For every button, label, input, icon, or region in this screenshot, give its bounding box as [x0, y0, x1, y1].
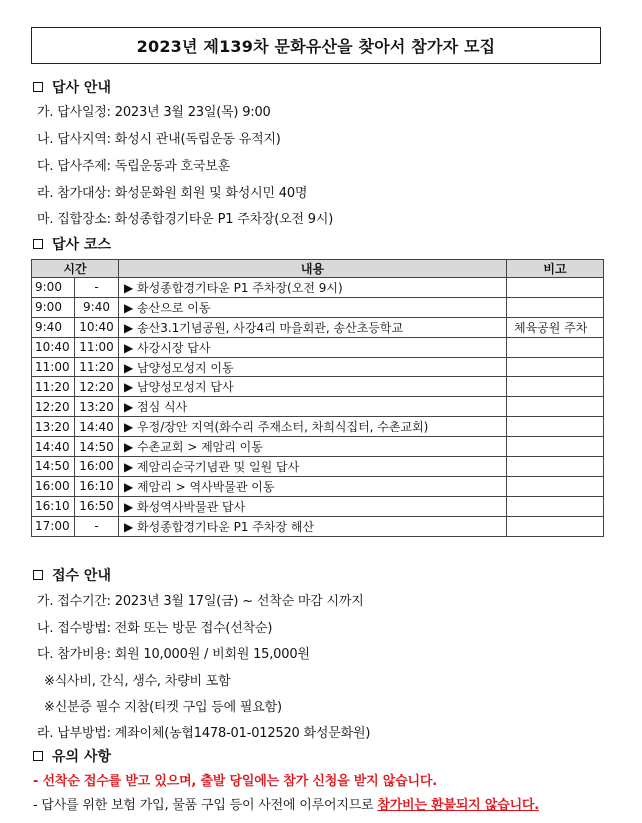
end-time-cell: 14:40	[75, 417, 119, 437]
registration-id-required: ※신분증 필수 지참(티켓 구입 등에 필요함)	[44, 700, 282, 715]
note-cell	[507, 496, 604, 516]
section-heading-label: 답사 안내	[52, 80, 111, 96]
content-cell: ▶ 사강시장 답사	[119, 337, 507, 357]
notice-no-refund-emphasis: 참가비는 환불되지 않습니다.	[377, 798, 540, 813]
start-time-cell: 10:40	[32, 337, 75, 357]
guide-schedule: 가. 답사일정: 2023년 3월 23일(목) 9:00	[37, 105, 271, 120]
note-cell	[507, 437, 604, 457]
table-row	[32, 377, 604, 397]
content-cell: ▶ 우정/장안 지역(화수리 주재소터, 차희식집터, 수촌교회)	[119, 417, 507, 437]
registration-method: 나. 접수방법: 전화 또는 방문 접수(선착순)	[37, 621, 273, 636]
end-time-cell: 16:10	[75, 476, 119, 496]
start-time-cell: 12:20	[32, 397, 75, 417]
registration-period: 가. 접수기간: 2023년 3월 17일(금) ~ 선착순 마감 시까지	[37, 594, 364, 609]
guide-region: 나. 답사지역: 화성시 관내(독립운동 유적지)	[37, 132, 281, 147]
content-cell: ▶ 제암리순국기념관 및 일원 답사	[119, 457, 507, 477]
registration-payment: 라. 납부방법: 계좌이체(농협1478-01-012520 화성문화원)	[37, 726, 371, 741]
table-row	[32, 476, 604, 496]
table-row	[32, 457, 604, 477]
note-cell	[507, 516, 604, 536]
section-heading-notes	[33, 746, 111, 766]
note-cell	[507, 457, 604, 477]
table-row	[32, 516, 604, 536]
registration-fee-includes: ※식사비, 간식, 생수, 차량비 포함	[44, 674, 231, 689]
table-row	[32, 496, 604, 516]
course-schedule-table	[31, 259, 604, 537]
notice-no-refund	[33, 794, 539, 813]
section-heading-label: 유의 사항	[52, 749, 111, 765]
end-time-cell: 16:50	[75, 496, 119, 516]
note-cell	[507, 397, 604, 417]
end-time-cell: 9:40	[75, 297, 119, 317]
end-time-cell: 11:00	[75, 337, 119, 357]
content-cell: ▶ 남양성모성지 답사	[119, 377, 507, 397]
note-cell	[507, 417, 604, 437]
guide-theme: 다. 답사주제: 독립운동과 호국보훈	[37, 159, 230, 174]
end-time-cell: 16:00	[75, 457, 119, 477]
checkbox-square-icon	[33, 239, 43, 249]
section-heading-label: 접수 안내	[52, 568, 111, 584]
start-time-cell: 16:10	[32, 496, 75, 516]
content-cell: ▶ 점심 식사	[119, 397, 507, 417]
content-cell: ▶ 화성종합경기타운 P1 주차장(오전 9시)	[119, 278, 507, 298]
notice-no-refund-text: - 답사를 위한 보험 가입, 물품 구입 등이 사전에 이루어지므로	[33, 798, 378, 813]
table-row	[32, 297, 604, 317]
checkbox-square-icon	[33, 751, 43, 761]
note-cell	[507, 337, 604, 357]
table-row	[32, 397, 604, 417]
table-row	[32, 337, 604, 357]
start-time-cell: 14:50	[32, 457, 75, 477]
content-cell: ▶ 화성종합경기타운 P1 주차장 해산	[119, 516, 507, 536]
start-time-cell: 11:00	[32, 357, 75, 377]
section-heading-registration	[33, 565, 111, 585]
end-time-cell: 13:20	[75, 397, 119, 417]
content-cell: ▶ 남양성모성지 이동	[119, 357, 507, 377]
end-time-cell: 14:50	[75, 437, 119, 457]
column-header-note: 비고	[507, 260, 604, 278]
end-time-cell: 12:20	[75, 377, 119, 397]
note-cell: 체육공원 주차	[507, 317, 604, 337]
column-header-time: 시간	[32, 260, 119, 278]
start-time-cell: 14:40	[32, 437, 75, 457]
page-title: 2023년 제139차 문화유산을 찾아서 참가자 모집	[31, 27, 601, 64]
table-header-row	[32, 260, 604, 278]
end-time-cell: -	[75, 516, 119, 536]
start-time-cell: 16:00	[32, 476, 75, 496]
checkbox-square-icon	[33, 570, 43, 580]
start-time-cell: 11:20	[32, 377, 75, 397]
content-cell: ▶ 송산3.1기념공원, 사강4리 마을회관, 송산초등학교	[119, 317, 507, 337]
checkbox-square-icon	[33, 82, 43, 92]
table-row	[32, 278, 604, 298]
end-time-cell: 11:20	[75, 357, 119, 377]
content-cell: ▶ 송산으로 이동	[119, 297, 507, 317]
start-time-cell: 9:00	[32, 297, 75, 317]
start-time-cell: 13:20	[32, 417, 75, 437]
content-cell: ▶ 제암리 > 역사박물관 이동	[119, 476, 507, 496]
end-time-cell: 10:40	[75, 317, 119, 337]
section-heading-course	[33, 234, 111, 254]
notice-no-same-day: - 선착순 접수를 받고 있으며, 출발 당일에는 참가 신청을 받지 않습니다.	[33, 774, 437, 789]
table-row	[32, 417, 604, 437]
note-cell	[507, 297, 604, 317]
section-heading-label: 답사 코스	[52, 237, 111, 253]
note-cell	[507, 476, 604, 496]
start-time-cell: 17:00	[32, 516, 75, 536]
registration-fee: 다. 참가비용: 회원 10,000원 / 비회원 15,000원	[37, 647, 310, 662]
section-heading-guide	[33, 77, 111, 97]
guide-target: 라. 참가대상: 화성문화원 회원 및 화성시민 40명	[37, 186, 308, 201]
start-time-cell: 9:00	[32, 278, 75, 298]
end-time-cell: -	[75, 278, 119, 298]
note-cell	[507, 278, 604, 298]
table-row	[32, 437, 604, 457]
content-cell: ▶ 수촌교회 > 제암리 이동	[119, 437, 507, 457]
column-header-content: 내용	[119, 260, 507, 278]
start-time-cell: 9:40	[32, 317, 75, 337]
guide-meeting-place: 마. 집합장소: 화성종합경기타운 P1 주차장(오전 9시)	[37, 212, 334, 227]
content-cell: ▶ 화성역사박물관 답사	[119, 496, 507, 516]
note-cell	[507, 377, 604, 397]
table-row	[32, 357, 604, 377]
note-cell	[507, 357, 604, 377]
table-row	[32, 317, 604, 337]
